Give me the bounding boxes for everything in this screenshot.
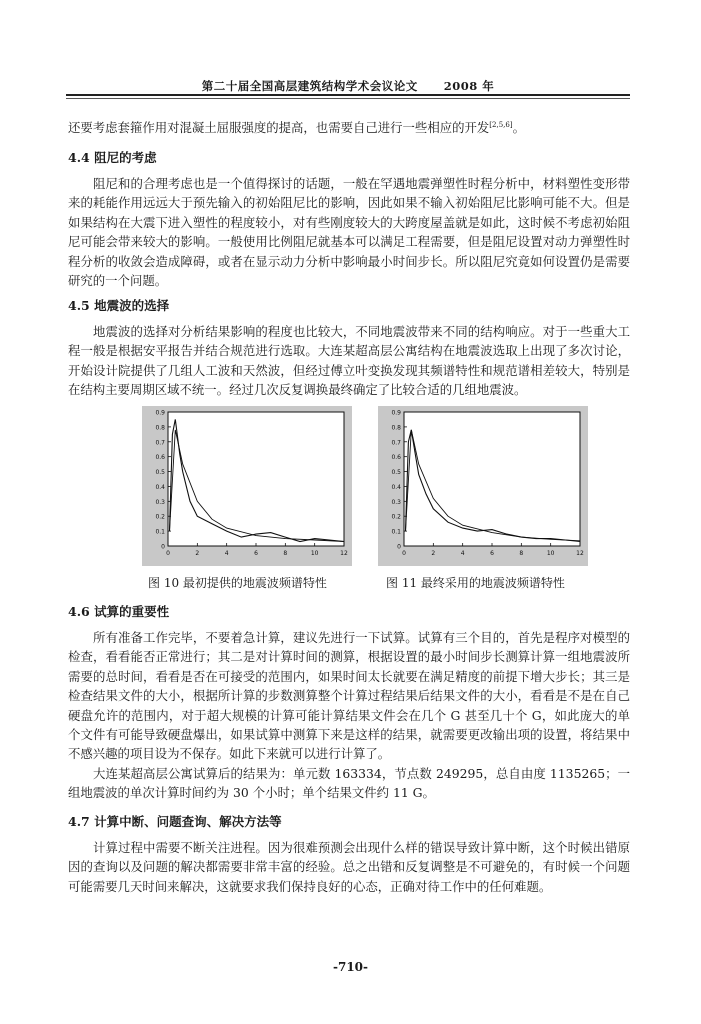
y-tick-label: 0.3 [155, 498, 165, 506]
section-heading-4-7: 4.7 计算中断、问题查询、解决方法等 [68, 814, 282, 829]
plot-area [404, 412, 580, 546]
header-rule [66, 94, 630, 96]
x-tick-label: 6 [490, 550, 494, 557]
y-tick-label: 0.9 [391, 409, 401, 417]
section-heading-4-6: 4.6 试算的重要性 [68, 604, 170, 619]
y-tick-label: 0.5 [391, 469, 401, 477]
x-tick-label: 0 [166, 550, 170, 557]
header-year: 2008 年 [443, 79, 495, 93]
intro-paragraph [68, 116, 630, 138]
header-title: 第二十届全国高层建筑结构学术会议论文 [201, 79, 418, 93]
y-tick-label: 0.1 [155, 528, 165, 536]
x-tick-label: 4 [460, 550, 465, 557]
y-tick-label: 0.2 [155, 513, 165, 521]
y-tick-label: 0 [161, 543, 165, 551]
figure-10-chart [142, 406, 352, 566]
citation: [2,5,6] [489, 121, 513, 129]
y-tick-label: 0.7 [391, 439, 401, 447]
figure-11 [378, 406, 588, 566]
y-tick-label: 0.6 [391, 454, 401, 462]
figure-10 [142, 406, 352, 566]
y-tick-label: 0.5 [155, 469, 165, 477]
intro-end: 。 [512, 120, 525, 136]
x-tick-label: 8 [283, 550, 288, 557]
intro-text: 还要考虑套箍作用对混凝土屈服强度的提高，也需要自己进行一些相应的开发 [68, 120, 490, 136]
y-tick-label: 0.7 [155, 439, 165, 447]
x-tick-label: 6 [254, 550, 258, 557]
y-tick-label: 0.8 [391, 424, 401, 432]
x-tick-label: 12 [576, 550, 584, 557]
section-heading-4-5: 4.5 地震波的选择 [68, 298, 170, 313]
y-tick-label: 0 [397, 543, 401, 551]
y-tick-label: 0.6 [155, 454, 165, 462]
y-tick-label: 0.4 [391, 483, 401, 491]
section-heading-4-4: 4.4 阻尼的考虑 [68, 150, 157, 165]
x-tick-label: 8 [519, 550, 524, 557]
y-tick-label: 0.9 [155, 409, 165, 417]
running-header [68, 78, 628, 94]
figure-11-caption: 图 11 最终采用的地震波频谱特性 [386, 576, 565, 590]
figure-10-caption: 图 10 最初提供的地震波频谱特性 [148, 576, 327, 590]
y-tick-label: 0.8 [155, 424, 165, 432]
y-tick-label: 0.4 [155, 483, 165, 491]
x-tick-label: 10 [546, 550, 555, 557]
y-tick-label: 0.1 [391, 528, 401, 536]
section-body-4-4: 阻尼和的合理考虑也是一个值得探讨的话题，一般在罕遇地震弹塑性时程分析中，材料塑性变形带来的耗能作用远远大于预先输入的初始阻尼比的影响，因此如果不输入初始阻尼比影响可能不大。但是如果结构在大震下进入塑性的程度较小，对有些刚度较大的大跨度屋盖就是如此，这时候不考虑初始阻尼可能会带来较大的影响。一般使用比例阻尼就基本可以满足工程需要，但是阻尼设置对动力弹塑性时程分析的收敛会造成障碍，或者在显示动力分析中影响最小时间步长。所以阻尼究竟如何设置仍是需要研究的一个问题。 [68, 176, 630, 289]
y-tick-label: 0.2 [391, 513, 401, 521]
section-body-4-7: 计算过程中需要不断关注进程。因为很难预测会出现什么样的错误导致计算中断，这个时候出错原因的查询以及问题的解决都需要非常丰富的经验。总之出错和反复调整是不可避免的，有时候一个问题可能需要几天时间来解决，这就要求我们保持良好的心态，正确对待工作中的任何难题。 [68, 840, 630, 894]
section-body-4-6: 所有准备工作完毕，不要着急计算，建议先进行一下试算。试算有三个目的，首先是程序对模型的检查，看看能否正常进行；其二是对计算时间的测算，根据设置的最小时间步长测算计算一组地震波所需要的总时间，看看是否在可接受的范围内，如果时间太长就要在满足精度的前提下增大步长；其三是检查结果文件的大小，根据所计算的步数测算整个计算过程结果后结果文件的大小，看看是不是在自己硬盘允许的范围内，对于超大规模的计算可能计算结果文件会在几个 G 甚至几十个 G，如此庞大的单个文件有可能导致硬盘爆出，如果试算中测算下来是这样的结果，就需要更改输出项的设置，将结果中不感兴趣的项目设为不保存。如此下来就可以进行计算了。 [68, 630, 630, 762]
y-tick-label: 0.3 [391, 498, 401, 506]
x-tick-label: 0 [402, 550, 406, 557]
x-tick-label: 2 [431, 550, 436, 557]
x-tick-label: 12 [340, 550, 348, 557]
section-body-4-5: 地震波的选择对分析结果影响的程度也比较大，不同地震波带来不同的结构响应。对于一些重大工程一般是根据安平报告并结合规范进行选取。大连某超高层公寓结构在地震波选取上出现了多次讨论，开始设计院提供了几组人工波和天然波，但经过傅立叶变换发现其频谱特性和规范谱相差较大，特别是在结构主要周期区域不统一。经过几次反复调换最终确定了比较合适的几组地震波。 [68, 324, 630, 398]
page-number: -710- [332, 960, 368, 974]
x-tick-label: 10 [310, 550, 319, 557]
section-body-4-6-result: 大连某超高层公寓试算后的结果为：单元数 163334，节点数 249295，总自由度 1135265；一组地震波的单次计算时间约为 30 个小时；单个结果文件约 11 G。 [68, 766, 630, 801]
figure-11-chart [378, 406, 588, 566]
plot-area [168, 412, 344, 546]
header-rule-thin [66, 98, 630, 99]
x-tick-label: 4 [224, 550, 229, 557]
x-tick-label: 2 [195, 550, 200, 557]
